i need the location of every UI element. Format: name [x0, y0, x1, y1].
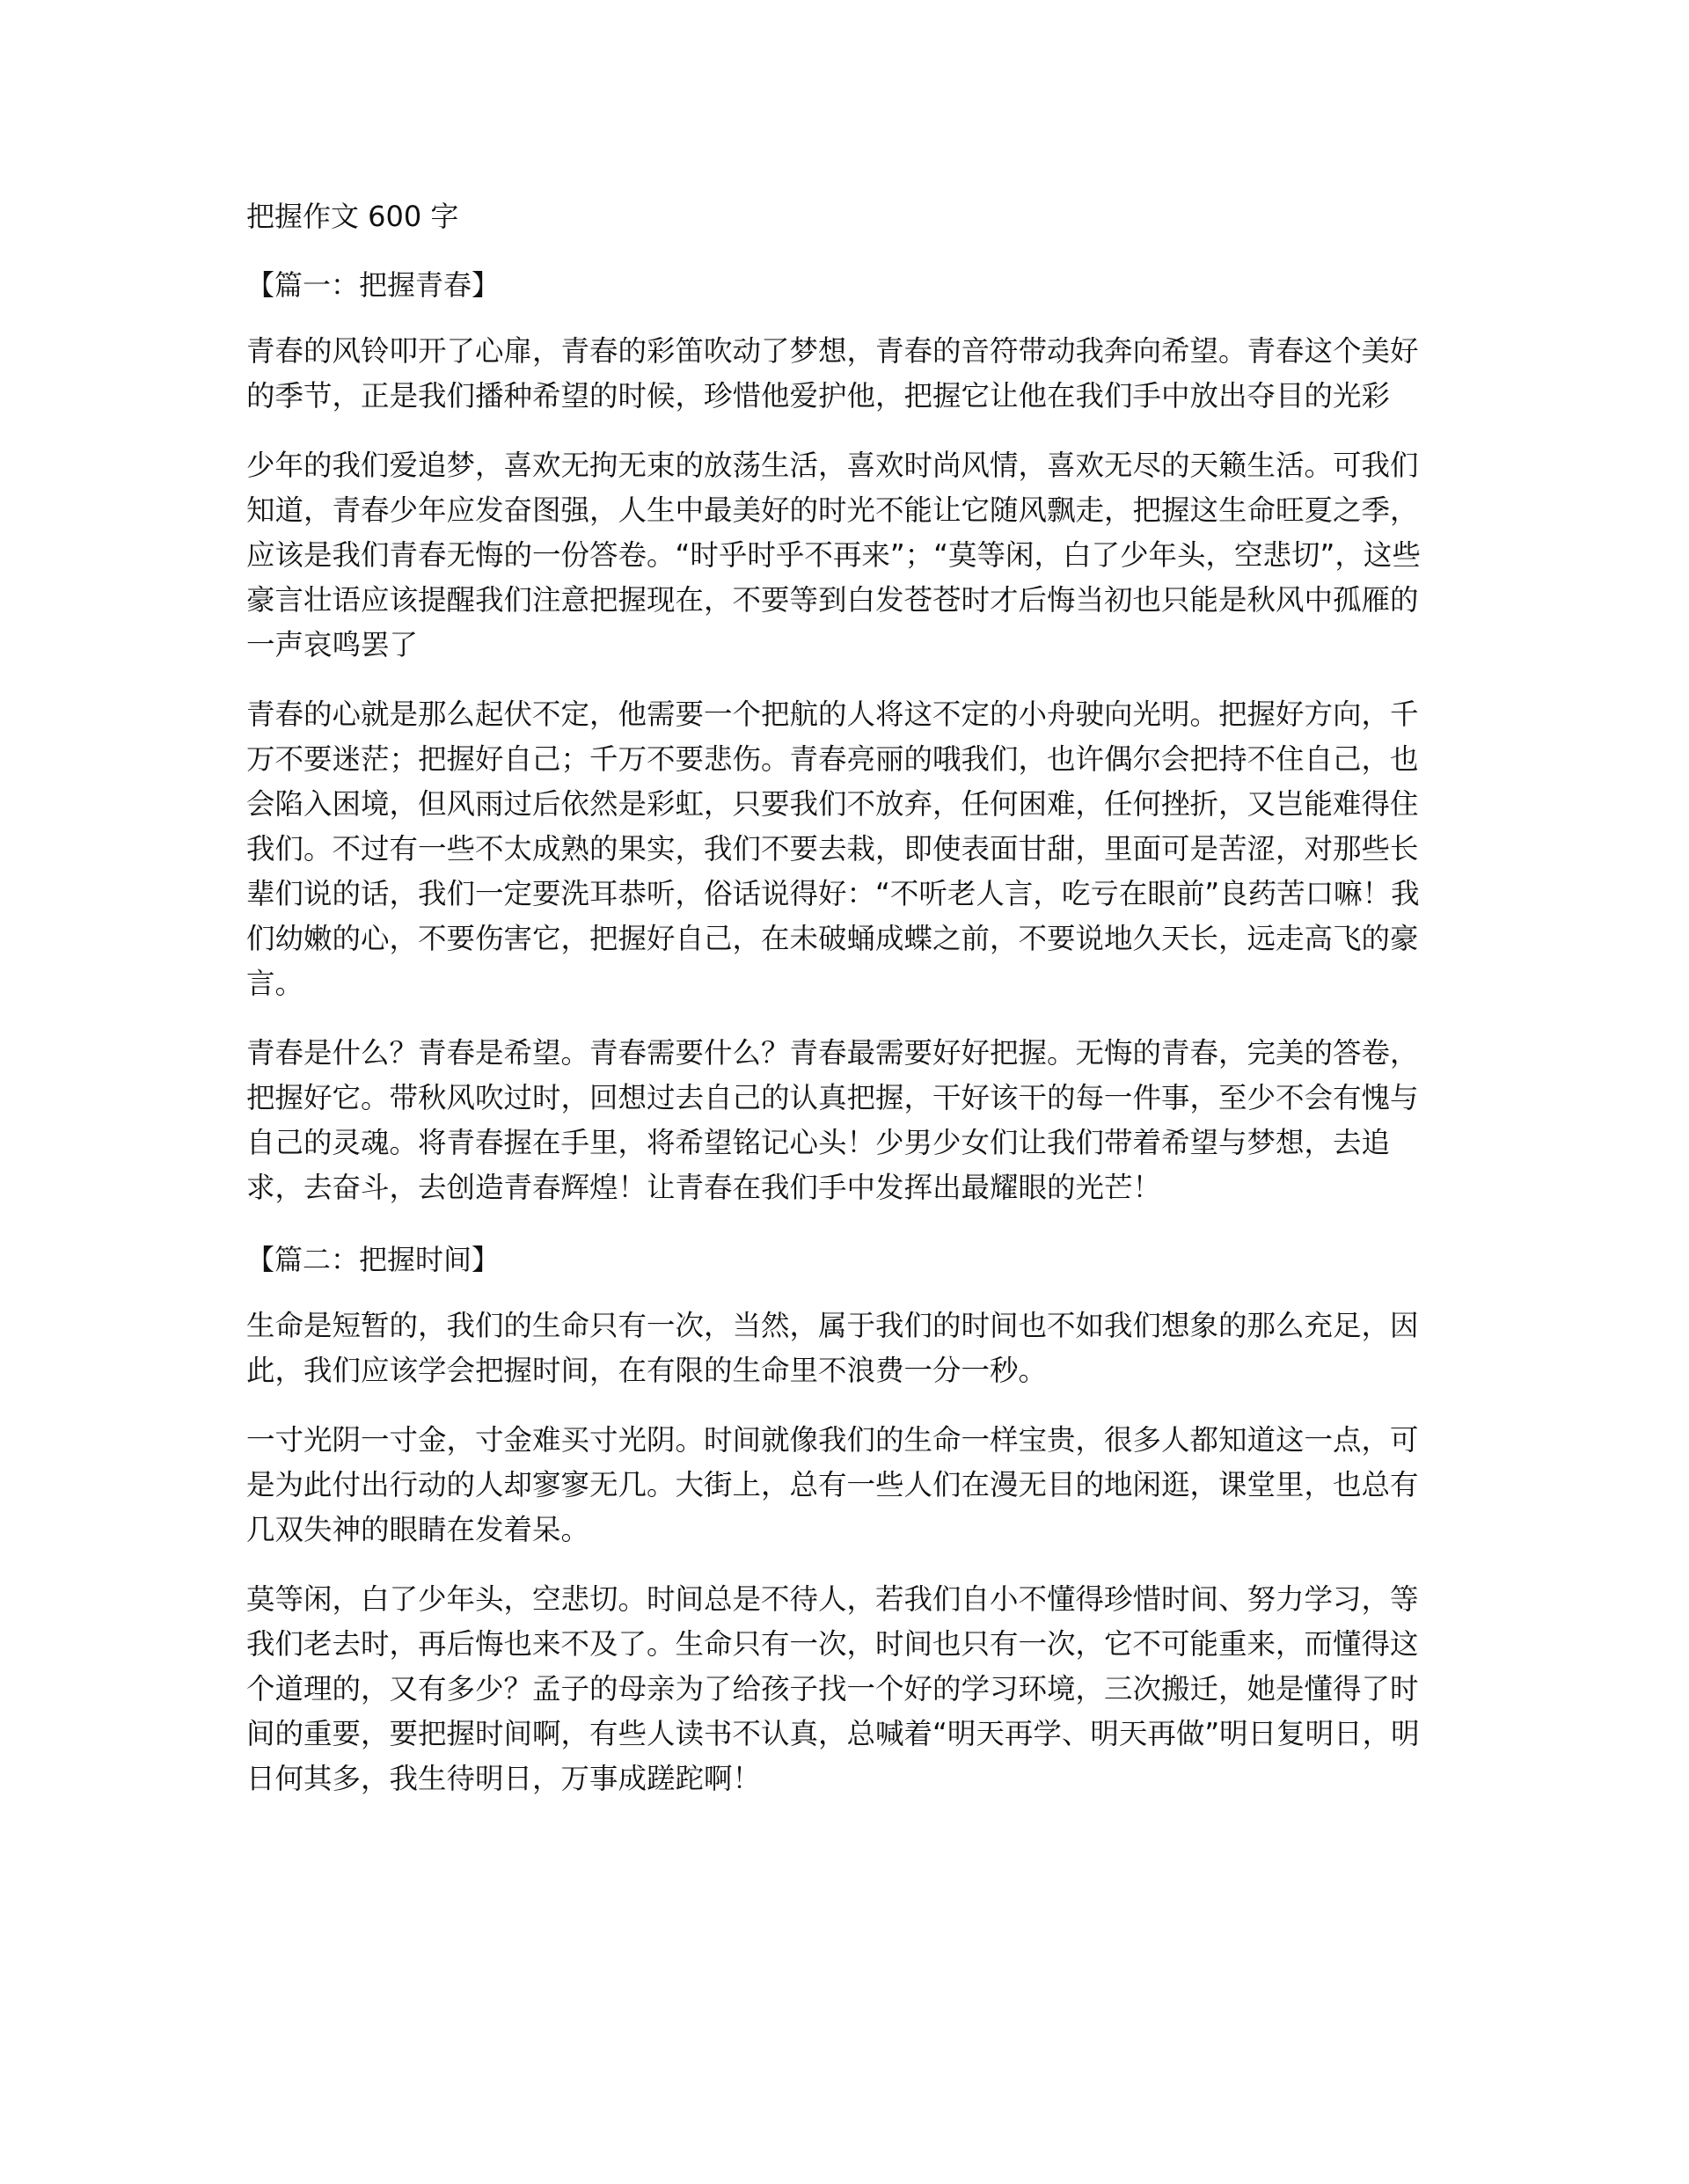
- paragraph: 青春的风铃叩开了心扉，青春的彩笛吹动了梦想，青春的音符带动我奔向希望。青春这个美好的季节，正是我们播种希望的时候，珍惜他爱护他，把握它让他在我们手中放出夺目的光彩: [246, 334, 1419, 413]
- paragraph: 一寸光阴一寸金，寸金难买寸光阴。时间就像我们的生命一样宝贵，很多人都知道这一点，可是为此付出行动的人却寥寥无几。大街上，总有一些人们在漫无目的地闲逛，课堂里，也总有几双失神的眼睛在发着呆。: [246, 1423, 1419, 1546]
- section-heading: 【篇二：把握时间】: [246, 1243, 501, 1276]
- paragraph: 生命是短暂的，我们的生命只有一次，当然，属于我们的时间也不如我们想象的那么充足，因此，我们应该学会把握时间，在有限的生命里不浪费一分一秒。: [246, 1309, 1419, 1387]
- document-page: [246, 192, 1434, 1826]
- section-heading: 【篇一：把握青春】: [246, 268, 501, 302]
- paragraph: 青春的心就是那么起伏不定，他需要一个把航的人将这不定的小舟驶向光明。把握好方向，千万不要迷茫；把握好自己；千万不要悲伤。青春亮丽的哦我们，也许偶尔会把持不住自己，也会陷入困境，但风雨过后依然是彩虹，只要我们不放弃，任何困难，任何挫折，又岂能难得住我们。不过有一些不太成熟的果实，我们不要去栽，即使表面甘甜，里面可是苦涩，对那些长辈们说的话，我们一定要洗耳恭听，俗话说得好：“不听老人言，吃亏在眼前”良药苦口嘛！我们幼嫩的心，不要伤害它，把握好自己，在未破蛹成蝶之前，不要说地久天长，远走高飞的豪言。: [246, 698, 1420, 1000]
- section-1: [246, 260, 1434, 1210]
- section-2: [246, 1235, 1434, 1801]
- paragraph: 莫等闲，白了少年头，空悲切。时间总是不待人，若我们自小不懂得珍惜时间、努力学习，等我们老去时，再后悔也来不及了。生命只有一次，时间也只有一次，它不可能重来，而懂得这个道理的，又有多少？孟子的母亲为了给孩子找一个好的学习环境，三次搬迁，她是懂得了时间的重要，要把握时间啊，有些人读书不认真，总喊着“明天再学、明天再做”明日复明日，明日何其多，我生待明日，万事成蹉跎啊！: [246, 1582, 1420, 1795]
- paragraph: 少年的我们爱追梦，喜欢无拘无束的放荡生活，喜欢时尚风情，喜欢无尽的天籁生活。可我们知道，青春少年应发奋图强，人生中最美好的时光不能让它随风飘走，把握这生命旺夏之季，应该是我们青春无悔的一份答卷。“时乎时乎不再来”；“莫等闲，白了少年头，空悲切”，这些豪言壮语应该提醒我们注意把握现在，不要等到白发苍苍时才后悔当初也只能是秋风中孤雁的一声哀鸣罢了: [246, 449, 1421, 661]
- paragraph: 青春是什么？青春是希望。青春需要什么？青春最需要好好把握。无悔的青春，完美的答卷，把握好它。带秋风吹过时，回想过去自己的认真把握，干好该干的每一件事，至少不会有愧与自己的灵魂。将青春握在手里，将希望铭记心头！少男少女们让我们带着希望与梦想，去追求，去奋斗，去创造青春辉煌！让青春在我们手中发挥出最耀眼的光芒！: [246, 1036, 1419, 1204]
- document-title: 把握作文 600 字: [246, 200, 459, 233]
